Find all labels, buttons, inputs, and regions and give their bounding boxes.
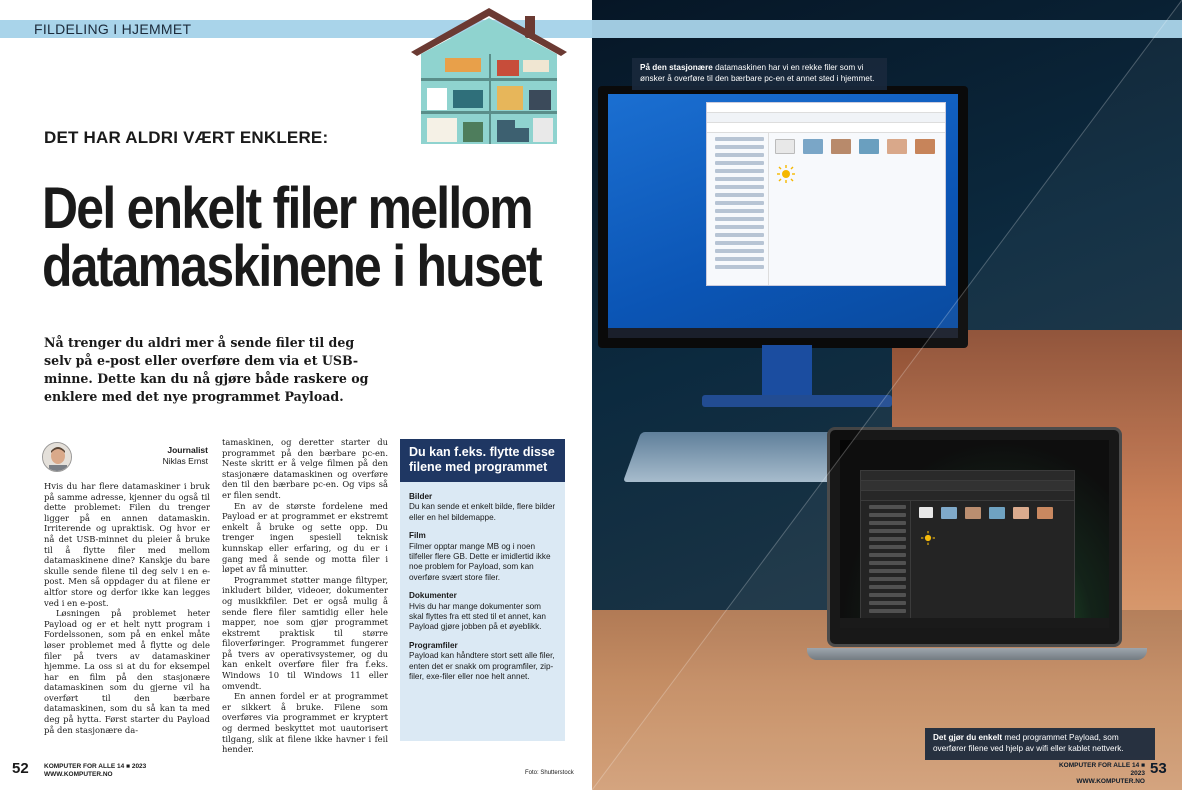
caption-top — [632, 58, 887, 90]
caption-bottom-bold: Det gjør du enkelt — [933, 733, 1003, 742]
headline-line-2: datamaskinene i huset — [42, 234, 541, 299]
fact-text: Filmer opptar mange MB og i noen tilfeller flere GB. Dette er imidlertid ikke noe problem for Payload, som kan overføre svært store filer. — [409, 541, 551, 582]
page-number-left: 52 — [12, 760, 29, 777]
fact-title: Dokumenter — [409, 591, 457, 601]
kicker: DET HAR ALDRI VÆRT ENKLERE: — [44, 128, 329, 147]
house-illustration — [405, 8, 573, 146]
fact-box-body — [400, 482, 565, 689]
paragraph: tamaskinen, og deretter starter du programmet på den bærbare pc-en. Neste skritt er å velge filmen på den stasjonære datamaskinen og overføre den til den bærbare pc-en. Og vips så er filen sendt. — [222, 437, 388, 500]
paragraph: Løsningen på problemet heter Payload og er et helt nytt program i Fordelssonen, som på en enkel måte løser problemet med å flytte og dele filer på tvers av datamaskiner hjemme. La oss si at du for eksempel har en film på den stasjonære datamaskinen som du gjerne vil ha overført til den bærbare datamaskinen, som du så kan ta med deg på hytta. Først starter du Payload på den stasjonære da- — [44, 608, 210, 735]
footer-magazine: KOMPUTER FOR ALLE 14 ■ 2023 — [44, 763, 147, 770]
headline — [42, 176, 541, 299]
paragraph: En annen fordel er at programmet er sikkert å bruke. Filene som overføres via programmet er kryptert og dermed beskyttet mot uautorisert tilgang, slik at filene ikke havner i feil hender. — [222, 691, 388, 755]
body-column-1 — [44, 481, 210, 735]
paragraph: Programmet støtter mange filtyper, inkludert bilder, videoer, dokumenter og musikkfiler. Det er også mulig å sende flere filer samtidig eller hele mapper, noe som gjør programmet ekstremt praktisk til større filoverføringer. Programmet fungerer på tvers av operativsystemer, og du kan enkelt overføre filer fra f.eks. Windows 10 til Windows 11 eller omvendt. — [222, 574, 388, 691]
footer-right — [1055, 762, 1145, 786]
photo-credit: Foto: Shutterstock — [525, 770, 574, 776]
right-page-photo — [592, 0, 1182, 790]
fact-title: Film — [409, 531, 426, 541]
fact-title: Programfiler — [409, 640, 458, 650]
caption-bottom-text: med programmet Payload, som overfører filene ved hjelp av wifi eller kablet nettverk. — [933, 733, 1124, 753]
fact-text: Payload kan håndtere stort sett alle filer, enten det er snakk om programfiler, zip-filer, exe-filer eller noe helt annet. — [409, 651, 555, 682]
paragraph: En av de største fordelene med Payload er at programmet er ekstremt enkelt å bruke og sette opp. Du trenger ingen spesiell teknisk kunnskap eller erfaring, og du er i gang med å sende og motta filer i løpet av få minutter. — [222, 500, 388, 575]
footer-magazine: KOMPUTER FOR ALLE 14 ■ 2023 — [1058, 762, 1145, 777]
lead-paragraph: Nå trenger du aldri mer å sende filer til deg selv på e-post eller overføre dem via et USB-minne. Dette kan du nå gjøre både raskere og enklere med det nye programmet Payload. — [44, 335, 369, 404]
footer-left — [44, 763, 146, 779]
fact-title: Bilder — [409, 492, 433, 501]
body-column-2 — [222, 437, 388, 755]
diagonal-split — [592, 0, 1182, 790]
fact-box-title: Du kan f.eks. flytte disse filene med programmet — [400, 439, 565, 482]
byline-name: Niklas Ernst — [162, 456, 208, 466]
journalist-avatar — [42, 442, 72, 472]
headline-line-1: Del enkelt filer mellom — [42, 176, 532, 241]
fact-text: Du kan sende et enkelt bilde, flere bilder eller en hel bildemappe. — [409, 502, 556, 522]
page-number-right: 53 — [1150, 760, 1167, 777]
fact-text: Hvis du har mange dokumenter som skal flyttes fra ett sted til et annet, kan Payload gjøre jobben på et øyeblikk. — [409, 601, 546, 632]
byline-role: Journalist — [167, 445, 208, 455]
fact-box — [400, 439, 565, 741]
caption-bottom — [925, 728, 1155, 760]
caption-top-bold: På den stasjonære — [640, 63, 713, 72]
paragraph: Hvis du har flere datamaskiner i bruk på samme adresse, kjenner du også til dette problemet: Filen du trenger ligger på en annen datamaskin. Irriterende og upraktisk. Og hvor er nå det USB-minnet du pleier å bruke til å flytte filer med mellom datamaskinene dine? Kanskje du bare skulle sende filene til deg selv i en e-post. Men så oppdager du at filene er altfor store og derfor ikke kan legges ved i en e-post. — [44, 481, 210, 608]
footer-url: WWW.KOMPUTER.NO — [44, 771, 113, 778]
caption-top-text: datamaskinen har vi en rekke filer som vi ønsker å overføre til den bærbare pc-en et annet sted i hjemmet. — [640, 63, 875, 83]
section-label: FILDELING I HJEMMET — [34, 21, 192, 37]
footer-url: WWW.KOMPUTER.NO — [1076, 778, 1145, 785]
